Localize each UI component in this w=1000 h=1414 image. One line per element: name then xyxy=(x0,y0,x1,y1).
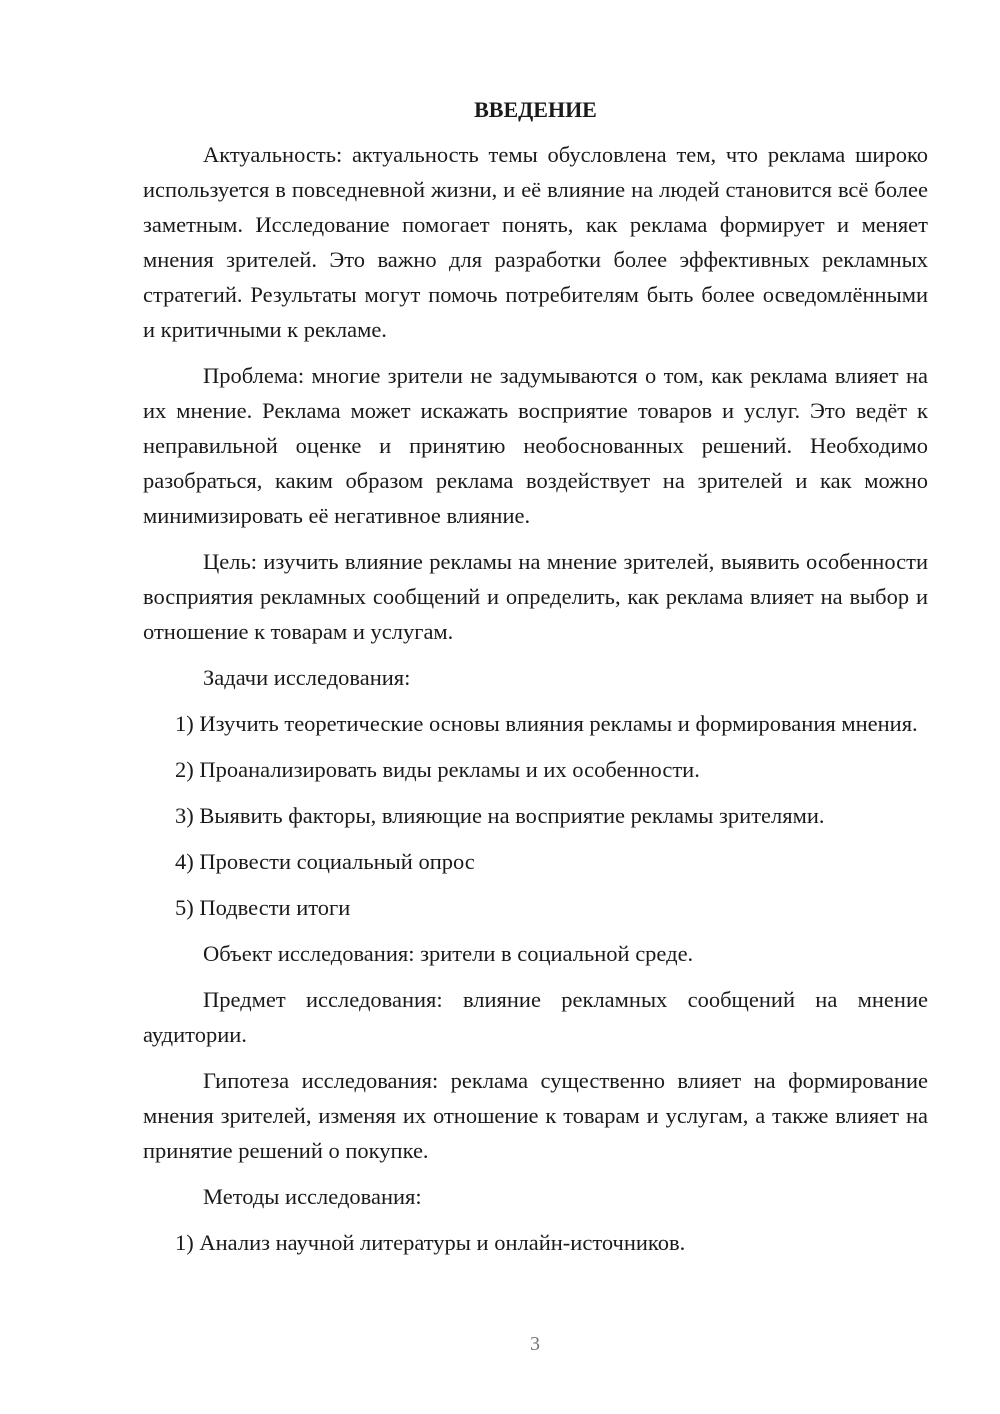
task-item: 3) Выявить факторы, влияющие на восприятие рекламы зрителями. xyxy=(175,803,825,828)
task-item: 1) Изучить теоретические основы влияния рекламы и формирования мнения. xyxy=(175,711,918,736)
subject-paragraph: Предмет исследования: влияние рекламных сообщений на мнение аудитории. xyxy=(143,987,928,1047)
object-paragraph: Объект исследования: зрители в социальной среде. xyxy=(203,941,694,966)
section-title: ВВЕДЕНИЕ xyxy=(474,97,597,122)
task-item: 2) Проанализировать виды рекламы и их особенности. xyxy=(175,757,700,782)
relevance-paragraph: Актуальность: актуальность темы обусловлена тем, что реклама широко используется в повседневной жизни, и её влияние на людей становится всё более заметным. Исследование помогает понять, как реклама формирует и меняет мнения зрителей. Это важно для разработки более эффективных рекламных стратегий. Результаты могут помочь потребителям быть более осведомлёнными и критичными к рекламе. xyxy=(143,142,928,342)
task-item: 4) Провести социальный опрос xyxy=(175,849,475,874)
goal-paragraph: Цель: изучить влияние рекламы на мнение зрителей, выявить особенности восприятия рекламных сообщений и определить, как реклама влияет на выбор и отношение к товарам и услугам. xyxy=(143,549,928,644)
method-item: 1) Анализ научной литературы и онлайн-источников. xyxy=(175,1230,686,1255)
methods-heading: Методы исследования: xyxy=(203,1184,422,1209)
hypothesis-paragraph: Гипотеза исследования: реклама существенно влияет на формирование мнения зрителей, изменяя их отношение к товарам и услугам, а также влияет на принятие решений о покупке. xyxy=(143,1068,928,1163)
document-page xyxy=(143,92,928,1271)
problem-paragraph: Проблема: многие зрители не задумываются о том, как реклама влияет на их мнение. Реклама может искажать восприятие товаров и услуг. Это ведёт к неправильной оценке и принятию необоснованных решений. Необходимо разобраться, каким образом реклама воздействует на зрителей и как можно минимизировать её негативное влияние. xyxy=(143,363,928,528)
task-item: 5) Подвести итоги xyxy=(175,895,351,920)
tasks-heading: Задачи исследования: xyxy=(203,665,411,690)
page-number: 3 xyxy=(530,1333,540,1355)
